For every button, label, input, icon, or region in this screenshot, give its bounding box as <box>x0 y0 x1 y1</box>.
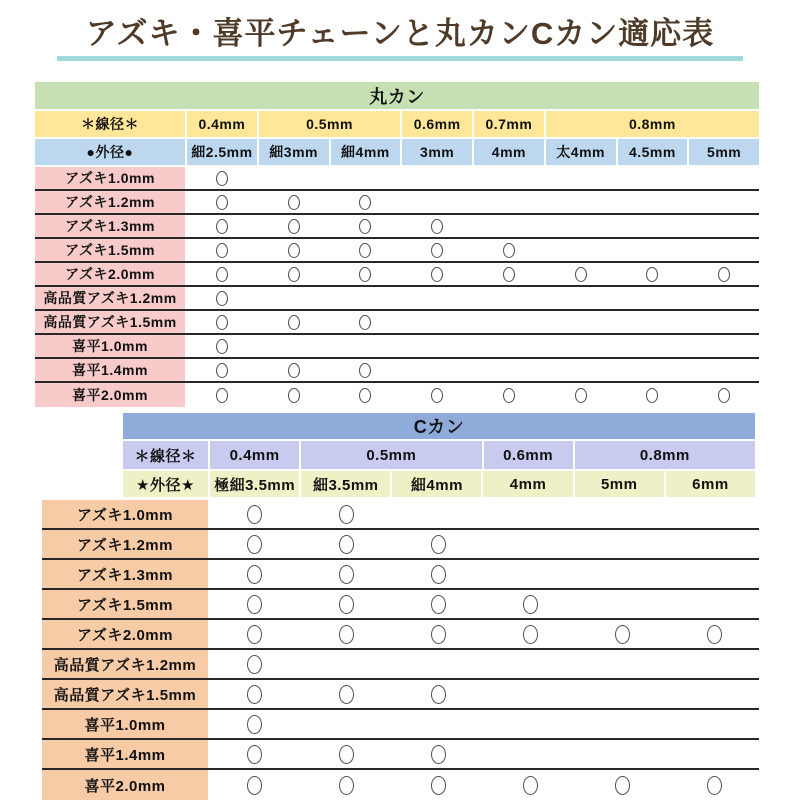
circle-mark <box>718 388 730 403</box>
circle-mark <box>718 267 730 282</box>
table-row <box>35 287 759 311</box>
compat-cell <box>210 710 300 738</box>
row-label: アズキ1.5mm <box>35 239 185 261</box>
compat-cell <box>474 383 544 407</box>
compat-cell <box>669 770 759 800</box>
marukan-table-head <box>35 82 759 165</box>
outer-diameter-value: 極細3.5mm <box>210 471 299 497</box>
circle-mark <box>503 243 515 258</box>
table-row <box>42 650 759 680</box>
outer-diameter-value: 細2.5mm <box>187 139 257 165</box>
table-row <box>42 680 759 710</box>
compat-cell <box>394 590 484 618</box>
compat-cell <box>474 287 544 309</box>
title-underline <box>57 56 743 61</box>
compat-cell <box>331 239 401 261</box>
circle-mark <box>247 625 262 644</box>
circle-mark <box>431 219 443 234</box>
row-label: 高品質アズキ1.2mm <box>42 650 208 678</box>
circle-mark <box>431 388 443 403</box>
circle-mark <box>216 171 228 186</box>
row-label: アズキ1.3mm <box>35 215 185 237</box>
compat-cell <box>402 239 472 261</box>
row-label: 喜平2.0mm <box>42 770 208 800</box>
circle-mark <box>216 339 228 354</box>
circle-mark <box>339 595 354 614</box>
circle-mark <box>503 267 515 282</box>
compat-cell <box>618 287 688 309</box>
circle-mark <box>575 267 587 282</box>
compat-cell <box>187 287 257 309</box>
compat-cell <box>302 530 392 558</box>
compat-cell <box>394 710 484 738</box>
compat-cell <box>402 263 472 285</box>
circle-mark <box>707 776 722 795</box>
compat-cell <box>486 590 576 618</box>
circle-mark <box>339 776 354 795</box>
circle-mark <box>339 625 354 644</box>
compat-cell <box>210 740 300 768</box>
compat-cell <box>402 335 472 357</box>
row-label: 喜平2.0mm <box>35 383 185 407</box>
circle-mark <box>359 219 371 234</box>
compat-cell <box>546 335 616 357</box>
wire-diameter-value: 0.8mm <box>575 441 755 469</box>
circle-mark <box>216 291 228 306</box>
row-label: 高品質アズキ1.5mm <box>42 680 208 708</box>
compat-cell <box>402 359 472 381</box>
circle-mark <box>247 535 262 554</box>
table-row <box>35 263 759 287</box>
compat-cell <box>394 650 484 678</box>
compat-cell <box>302 500 392 528</box>
table-row <box>35 239 759 263</box>
compat-cell <box>210 620 300 648</box>
circle-mark <box>646 267 658 282</box>
table-row <box>35 191 759 215</box>
circle-mark <box>359 195 371 210</box>
compat-cell <box>302 650 392 678</box>
compat-cell <box>669 530 759 558</box>
compat-cell <box>689 383 759 407</box>
compat-cell <box>331 263 401 285</box>
wire-diameter-value: 0.5mm <box>301 441 481 469</box>
compat-cell <box>618 239 688 261</box>
wire-diameter-label: ＊線径＊ <box>123 441 208 469</box>
title-block <box>0 12 800 61</box>
row-label: 喜平1.0mm <box>42 710 208 738</box>
outer-diameter-row <box>35 139 759 165</box>
table-row <box>42 530 759 560</box>
marukan-compatibility-table <box>0 82 800 407</box>
compat-cell <box>210 650 300 678</box>
circle-mark <box>216 363 228 378</box>
outer-diameter-value: 3mm <box>402 139 472 165</box>
compat-cell <box>486 500 576 528</box>
compat-cell <box>618 167 688 189</box>
compat-cell <box>618 191 688 213</box>
table-title-ckan: Cカン <box>123 413 755 439</box>
outer-diameter-label: ★外径★ <box>123 471 208 497</box>
circle-mark <box>288 267 300 282</box>
compat-cell <box>669 560 759 588</box>
wire-diameter-row <box>123 441 755 469</box>
wire-diameter-value: 0.4mm <box>210 441 299 469</box>
compat-cell <box>187 335 257 357</box>
compat-cell <box>210 680 300 708</box>
circle-mark <box>216 267 228 282</box>
outer-diameter-row <box>123 471 755 497</box>
compat-cell <box>402 287 472 309</box>
wire-diameter-value: 0.8mm <box>546 111 759 137</box>
compat-cell <box>669 620 759 648</box>
compat-cell <box>474 335 544 357</box>
compat-cell <box>259 335 329 357</box>
compat-cell <box>187 263 257 285</box>
compat-cell <box>486 530 576 558</box>
marukan-table-body <box>35 167 759 407</box>
compat-cell <box>210 770 300 800</box>
page-title: アズキ・喜平チェーンと丸カンCカン適応表 <box>85 16 715 51</box>
compat-cell <box>259 263 329 285</box>
row-label: 喜平1.4mm <box>42 740 208 768</box>
compat-cell <box>402 311 472 333</box>
circle-mark <box>359 315 371 330</box>
table-row <box>35 359 759 383</box>
ckan-compatibility-table <box>0 413 800 800</box>
outer-diameter-value: 太4mm <box>546 139 616 165</box>
circle-mark <box>247 715 262 734</box>
compat-cell <box>331 359 401 381</box>
circle-mark <box>247 685 262 704</box>
compat-cell <box>618 383 688 407</box>
compat-cell <box>474 359 544 381</box>
compat-cell <box>394 560 484 588</box>
compat-cell <box>486 680 576 708</box>
table-title-marukan: 丸カン <box>35 82 759 109</box>
row-label: アズキ1.2mm <box>42 530 208 558</box>
compat-cell <box>402 215 472 237</box>
compat-cell <box>259 287 329 309</box>
compat-cell <box>577 590 667 618</box>
circle-mark <box>247 745 262 764</box>
compat-cell <box>474 239 544 261</box>
compat-cell <box>689 263 759 285</box>
row-label: アズキ1.2mm <box>35 191 185 213</box>
table-row <box>42 710 759 740</box>
compat-cell <box>474 215 544 237</box>
circle-mark <box>646 388 658 403</box>
outer-diameter-label: ●外径● <box>35 139 185 165</box>
ckan-table-body <box>42 500 759 800</box>
circle-mark <box>615 625 630 644</box>
wire-diameter-value: 0.5mm <box>259 111 401 137</box>
circle-mark <box>288 195 300 210</box>
compat-cell <box>394 620 484 648</box>
circle-mark <box>431 565 446 584</box>
table-row <box>35 215 759 239</box>
table-row <box>35 311 759 335</box>
compat-cell <box>302 590 392 618</box>
compat-cell <box>689 191 759 213</box>
compat-cell <box>689 287 759 309</box>
circle-mark <box>431 745 446 764</box>
compat-cell <box>302 770 392 800</box>
compat-cell <box>689 167 759 189</box>
compat-cell <box>669 500 759 528</box>
compat-cell <box>618 311 688 333</box>
compat-cell <box>259 215 329 237</box>
compat-cell <box>394 500 484 528</box>
compat-cell <box>259 383 329 407</box>
outer-diameter-value: 5mm <box>575 471 664 497</box>
wire-diameter-value: 0.4mm <box>187 111 257 137</box>
compat-cell <box>669 590 759 618</box>
compat-cell <box>546 215 616 237</box>
compat-cell <box>486 710 576 738</box>
table-row <box>42 500 759 530</box>
compat-cell <box>577 650 667 678</box>
compat-cell <box>669 650 759 678</box>
compat-cell <box>486 740 576 768</box>
circle-mark <box>247 595 262 614</box>
compat-cell <box>689 335 759 357</box>
compat-cell <box>331 287 401 309</box>
compat-cell <box>546 263 616 285</box>
compat-cell <box>577 560 667 588</box>
compat-cell <box>474 311 544 333</box>
table-row <box>42 770 759 800</box>
compat-cell <box>331 335 401 357</box>
compat-cell <box>210 500 300 528</box>
compat-cell <box>669 680 759 708</box>
circle-mark <box>431 685 446 704</box>
compat-cell <box>577 710 667 738</box>
compat-cell <box>689 311 759 333</box>
circle-mark <box>247 776 262 795</box>
compat-cell <box>210 560 300 588</box>
compat-cell <box>546 239 616 261</box>
compat-cell <box>546 191 616 213</box>
circle-mark <box>216 219 228 234</box>
outer-diameter-value: 4mm <box>474 139 544 165</box>
compat-cell <box>394 740 484 768</box>
compat-cell <box>259 191 329 213</box>
compat-cell <box>302 740 392 768</box>
circle-mark <box>288 363 300 378</box>
circle-mark <box>339 535 354 554</box>
outer-diameter-value: 5mm <box>689 139 759 165</box>
compat-cell <box>689 359 759 381</box>
wire-diameter-value: 0.6mm <box>484 441 573 469</box>
compat-cell <box>474 167 544 189</box>
compat-cell <box>618 335 688 357</box>
compat-cell <box>259 311 329 333</box>
compat-cell <box>187 239 257 261</box>
compat-cell <box>259 239 329 261</box>
circle-mark <box>288 388 300 403</box>
compat-cell <box>486 560 576 588</box>
compat-cell <box>187 311 257 333</box>
circle-mark <box>216 315 228 330</box>
circle-mark <box>615 776 630 795</box>
compat-cell <box>474 191 544 213</box>
circle-mark <box>431 776 446 795</box>
table-row <box>42 560 759 590</box>
compat-cell <box>302 710 392 738</box>
compat-cell <box>187 191 257 213</box>
circle-mark <box>575 388 587 403</box>
compat-cell <box>577 680 667 708</box>
compat-cell <box>618 263 688 285</box>
row-label: アズキ1.3mm <box>42 560 208 588</box>
circle-mark <box>247 565 262 584</box>
row-label: 喜平1.0mm <box>35 335 185 357</box>
compat-cell <box>394 680 484 708</box>
circle-mark <box>431 267 443 282</box>
row-label: アズキ1.0mm <box>35 167 185 189</box>
compat-cell <box>302 560 392 588</box>
outer-diameter-value: 4mm <box>483 471 572 497</box>
circle-mark <box>359 363 371 378</box>
compat-cell <box>486 620 576 648</box>
compat-cell <box>546 311 616 333</box>
row-label: アズキ2.0mm <box>42 620 208 648</box>
row-label: 高品質アズキ1.2mm <box>35 287 185 309</box>
compat-cell <box>577 500 667 528</box>
compat-cell <box>546 359 616 381</box>
circle-mark <box>707 625 722 644</box>
row-label: アズキ1.5mm <box>42 590 208 618</box>
compat-cell <box>331 311 401 333</box>
row-label: 高品質アズキ1.5mm <box>35 311 185 333</box>
outer-diameter-value: 細4mm <box>331 139 401 165</box>
compat-cell <box>302 620 392 648</box>
circle-mark <box>216 243 228 258</box>
circle-mark <box>359 267 371 282</box>
circle-mark <box>523 625 538 644</box>
compat-cell <box>331 191 401 213</box>
compat-cell <box>689 215 759 237</box>
compat-cell <box>394 770 484 800</box>
compat-cell <box>394 530 484 558</box>
circle-mark <box>523 595 538 614</box>
compat-cell <box>669 740 759 768</box>
circle-mark <box>431 625 446 644</box>
compat-cell <box>486 650 576 678</box>
compat-cell <box>577 740 667 768</box>
compat-cell <box>259 167 329 189</box>
outer-diameter-value: 細4mm <box>392 471 481 497</box>
table-row <box>42 740 759 770</box>
row-label: アズキ2.0mm <box>35 263 185 285</box>
circle-mark <box>339 505 354 524</box>
circle-mark <box>359 388 371 403</box>
ckan-table-head <box>123 413 755 497</box>
circle-mark <box>288 243 300 258</box>
circle-mark <box>431 243 443 258</box>
compat-cell <box>689 239 759 261</box>
compat-cell <box>546 287 616 309</box>
compat-cell <box>577 530 667 558</box>
compat-cell <box>402 191 472 213</box>
circle-mark <box>359 243 371 258</box>
wire-diameter-value: 0.7mm <box>474 111 544 137</box>
wire-diameter-value: 0.6mm <box>402 111 472 137</box>
compat-cell <box>546 167 616 189</box>
table-row <box>42 590 759 620</box>
circle-mark <box>339 685 354 704</box>
circle-mark <box>288 219 300 234</box>
compat-cell <box>302 680 392 708</box>
table-row <box>35 383 759 407</box>
outer-diameter-value: 6mm <box>666 471 755 497</box>
compat-cell <box>187 359 257 381</box>
circle-mark <box>247 655 262 674</box>
compat-cell <box>331 383 401 407</box>
compat-cell <box>618 359 688 381</box>
compat-cell <box>402 167 472 189</box>
compat-cell <box>187 215 257 237</box>
wire-diameter-row <box>35 111 759 137</box>
outer-diameter-value: 細3.5mm <box>301 471 390 497</box>
circle-mark <box>339 745 354 764</box>
circle-mark <box>431 535 446 554</box>
compat-cell <box>546 383 616 407</box>
compat-cell <box>577 770 667 800</box>
compat-cell <box>210 530 300 558</box>
table-row <box>35 335 759 359</box>
row-label: アズキ1.0mm <box>42 500 208 528</box>
compat-cell <box>577 620 667 648</box>
wire-diameter-label: ＊線径＊ <box>35 111 185 137</box>
compat-cell <box>259 359 329 381</box>
compat-cell <box>331 167 401 189</box>
circle-mark <box>247 505 262 524</box>
outer-diameter-value: 4.5mm <box>618 139 688 165</box>
circle-mark <box>216 388 228 403</box>
compat-cell <box>486 770 576 800</box>
table-row <box>42 620 759 650</box>
row-label: 喜平1.4mm <box>35 359 185 381</box>
circle-mark <box>503 388 515 403</box>
compat-cell <box>474 263 544 285</box>
compat-cell <box>187 383 257 407</box>
compat-cell <box>402 383 472 407</box>
circle-mark <box>431 595 446 614</box>
table-row <box>35 167 759 191</box>
circle-mark <box>288 315 300 330</box>
outer-diameter-value: 細3mm <box>259 139 329 165</box>
compat-cell <box>669 710 759 738</box>
compat-cell <box>618 215 688 237</box>
compat-cell <box>187 167 257 189</box>
compat-cell <box>331 215 401 237</box>
circle-mark <box>216 195 228 210</box>
circle-mark <box>523 776 538 795</box>
circle-mark <box>339 565 354 584</box>
compat-cell <box>210 590 300 618</box>
